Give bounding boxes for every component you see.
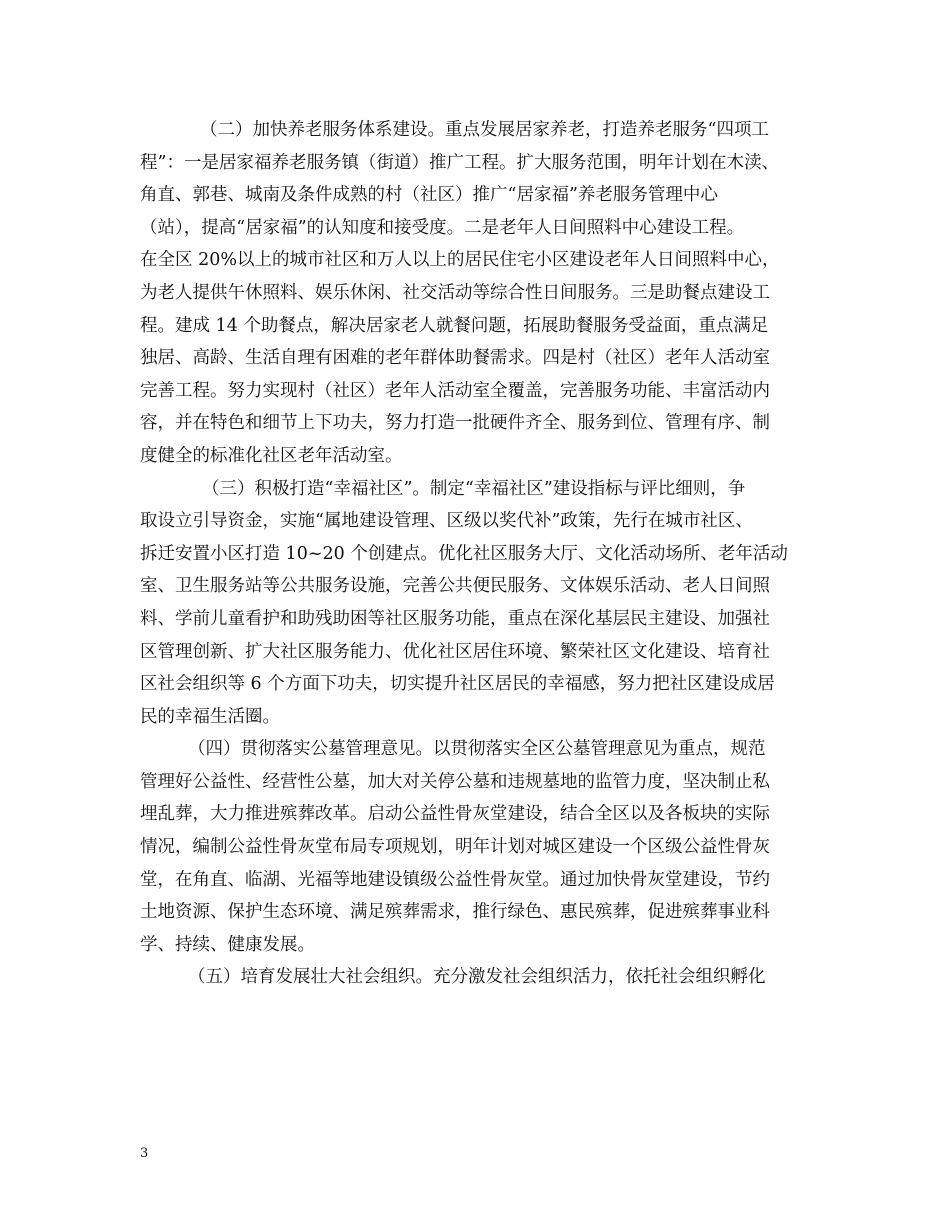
text-line: 拆迁安置小区打造 10~20 个创建点。优化社区服务大厅、文化活动场所、老年活动 bbox=[140, 543, 788, 564]
text-line: 民的幸福生活圈。 bbox=[140, 706, 280, 727]
text-line: 度健全的标准化社区老年活动室。 bbox=[140, 445, 403, 466]
paragraph-cemetery-management bbox=[140, 733, 812, 961]
text-line: （三）积极打造“幸福社区”。制定“幸福社区”建设指标与评比细则，争 bbox=[202, 478, 746, 499]
text-line: 学、持续、健康发展。 bbox=[140, 934, 315, 955]
text-line: 埋乱葬，大力推进殡葬改革。启动公益性骨灰堂建设，结合全区以及各板块的实际 bbox=[140, 804, 770, 825]
text-line: 室、卫生服务站等公共服务设施，完善公共便民服务、文体娱乐活动、老人日间照 bbox=[140, 576, 770, 597]
text-line: （四）贯彻落实公墓管理意见。以贯彻落实全区公墓管理意见为重点，规范 bbox=[188, 739, 766, 760]
text-line: 区社会组织等 6 个方面下功夫，切实提升社区居民的幸福感，努力把社区建设成居 bbox=[140, 674, 775, 695]
text-line: （二）加快养老服务体系建设。重点发展居家养老，打造养老服务“四项工 bbox=[200, 120, 769, 140]
text-line: 土地资源、保护生态环境、满足殡葬需求，推行绿色、惠民殡葬，促进殡葬事业科 bbox=[140, 902, 770, 923]
text-line: 程。建成 14 个助餐点，解决居家老人就餐问题，拓展助餐服务受益面，重点满足 bbox=[140, 315, 769, 336]
text-line: 角直、郭巷、城南及条件成熟的村（社区）推广“居家福”养老服务管理中心 bbox=[140, 185, 718, 206]
text-line: 管理好公益性、经营性公墓，加大对关停公墓和违规墓地的监管力度，坚决制止私 bbox=[140, 771, 770, 792]
text-line: 情况，编制公益性骨灰堂布局专项规划，明年计划对城区建设一个区级公益性骨灰 bbox=[140, 837, 770, 858]
text-line: 在全区 20%以上的城市社区和万人以上的居民住宅小区建设老年人日间照料中心， bbox=[140, 250, 780, 271]
text-line: 料、学前儿童看护和助残助困等社区服务功能，重点在深化基层民主建设、加强社 bbox=[140, 608, 770, 629]
text-line: 独居、高龄、生活自理有困难的老年群体助餐需求。四是村（社区）老年人活动室 bbox=[140, 348, 770, 369]
text-line: 区管理创新、扩大社区服务能力、优化社区居住环境、繁荣社区文化建设、培育社 bbox=[140, 641, 770, 662]
document-body bbox=[140, 114, 812, 994]
text-line: 取设立引导资金，实施“属地建设管理、区级以奖代补”政策，先行在城市社区、 bbox=[140, 511, 753, 532]
text-line: 为老人提供午休照料、娱乐休闲、社交活动等综合性日间服务。三是助餐点建设工 bbox=[140, 282, 770, 303]
text-line: （站），提高“居家福”的认知度和接受度。二是老年人日间照料中心建设工程。 bbox=[140, 217, 745, 238]
text-line: 堂，在角直、临湖、光福等地建设镇级公益性骨灰堂。通过加快骨灰堂建设，节约 bbox=[140, 869, 770, 890]
text-line: （五）培育发展壮大社会组织。充分激发社会组织活力，依托社会组织孵化 bbox=[188, 967, 766, 988]
text-line: 程”：一是居家福养老服务镇（街道）推广工程。扩大服务范围，明年计划在木渎、 bbox=[140, 152, 779, 173]
text-line: 完善工程。努力实现村（社区）老年人活动室全覆盖，完善服务功能、丰富活动内 bbox=[140, 380, 770, 401]
paragraph-elderly-care bbox=[140, 114, 812, 473]
text-line: 容，并在特色和细节上下功夫，努力打造一批硬件齐全、服务到位、管理有序、制 bbox=[140, 413, 770, 434]
paragraph-happy-community bbox=[140, 473, 812, 734]
paragraph-social-organizations bbox=[140, 961, 812, 994]
page-number: 3 bbox=[140, 1146, 149, 1161]
